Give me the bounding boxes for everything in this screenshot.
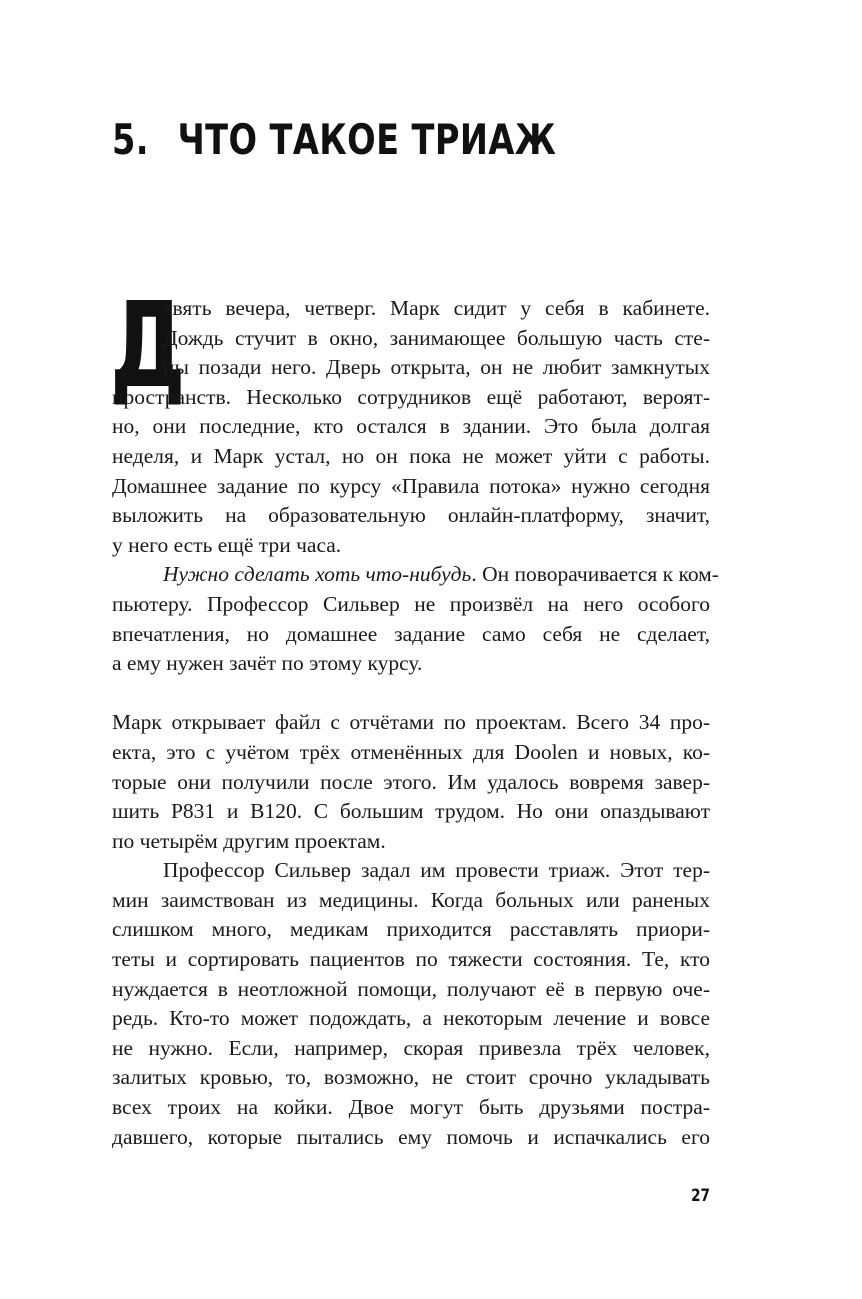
chapter-number: 5.	[112, 115, 149, 164]
text-line: шить P831 и B120. С большим трудом. Но они опаздывают	[112, 799, 710, 824]
text-line: мин заимствован из медицины. Когда больных или раненых	[112, 887, 710, 912]
text-line: ны позади него. Дверь открыта, он не любит замкнутых	[163, 355, 710, 380]
text-line: впечатления, но домашнее задание само себя не сделает,	[112, 621, 710, 646]
text-line: торые они получили после этого. Им удалось вовремя завер-	[112, 769, 710, 794]
page-number: 27	[691, 1186, 710, 1206]
text-line: залитых кровью, то, возможно, не стоит срочно укладывать	[112, 1065, 710, 1090]
text-line: евять вечера, четверг. Марк сидит у себя в кабинете.	[163, 296, 710, 320]
text-line: а ему нужен зачёт по этому курсу.	[112, 651, 423, 676]
section-break	[112, 679, 710, 709]
text-line: Дождь стучит в окно, занимающее большую часть сте-	[163, 325, 710, 350]
text-line: екта, это с учётом трёх отменённых для Doolen и новых, ко-	[112, 739, 710, 764]
text-line: но, они последние, кто остался в здании. Это была долгая	[112, 414, 710, 439]
text-line: пьютеру. Профессор Сильвер не произвёл на него особого	[112, 591, 710, 616]
drop-cap: Д	[110, 276, 186, 414]
text-line	[112, 560, 719, 590]
text-line: Профессор Сильвер задал им провести триаж. Этот тер-	[163, 858, 710, 883]
text-line: неделя, и Марк устал, но он пока не может уйти с работы.	[112, 443, 710, 468]
chapter-title: ЧТО ТАКОЕ ТРИАЖ	[177, 115, 557, 164]
chapter-body	[110, 276, 719, 1152]
italic-phrase: Нужно сделать хоть что-нибудь	[163, 562, 472, 587]
text-line: не нужно. Если, например, скорая привезла трёх человек,	[112, 1035, 710, 1060]
text-line: нуждается в неотложной помощи, получают её в первую оче-	[112, 976, 710, 1001]
text-line: Домашнее задание по курсу «Правила потока» нужно сегодня	[112, 473, 710, 498]
text-line: пространств. Несколько сотрудников ещё работают, вероят-	[112, 384, 710, 409]
text-line-rest: . Он поворачивается к ком-	[471, 562, 719, 587]
text-line: по четырём другим проектам.	[112, 828, 386, 853]
text-line: выложить на образовательную онлайн-платформу, значит,	[112, 503, 710, 528]
text-line: у него есть ещё три часа.	[112, 532, 342, 557]
text-line: всех троих на койки. Двое могут быть друзьями постра-	[112, 1095, 710, 1120]
text-line: теты и сортировать пациентов по тяжести состояния. Те, кто	[112, 947, 710, 972]
text-line: Марк открывает файл с отчётами по проектам. Всего 34 про-	[112, 710, 710, 735]
text-line: давшего, которые пытались ему помочь и испачкались его	[112, 1124, 710, 1149]
text-line: слишком много, медикам приходится расставлять приори-	[112, 917, 710, 942]
text-line: редь. Кто-то может подождать, а некоторым лечение и вовсе	[112, 1006, 710, 1031]
chapter-heading	[112, 110, 556, 170]
